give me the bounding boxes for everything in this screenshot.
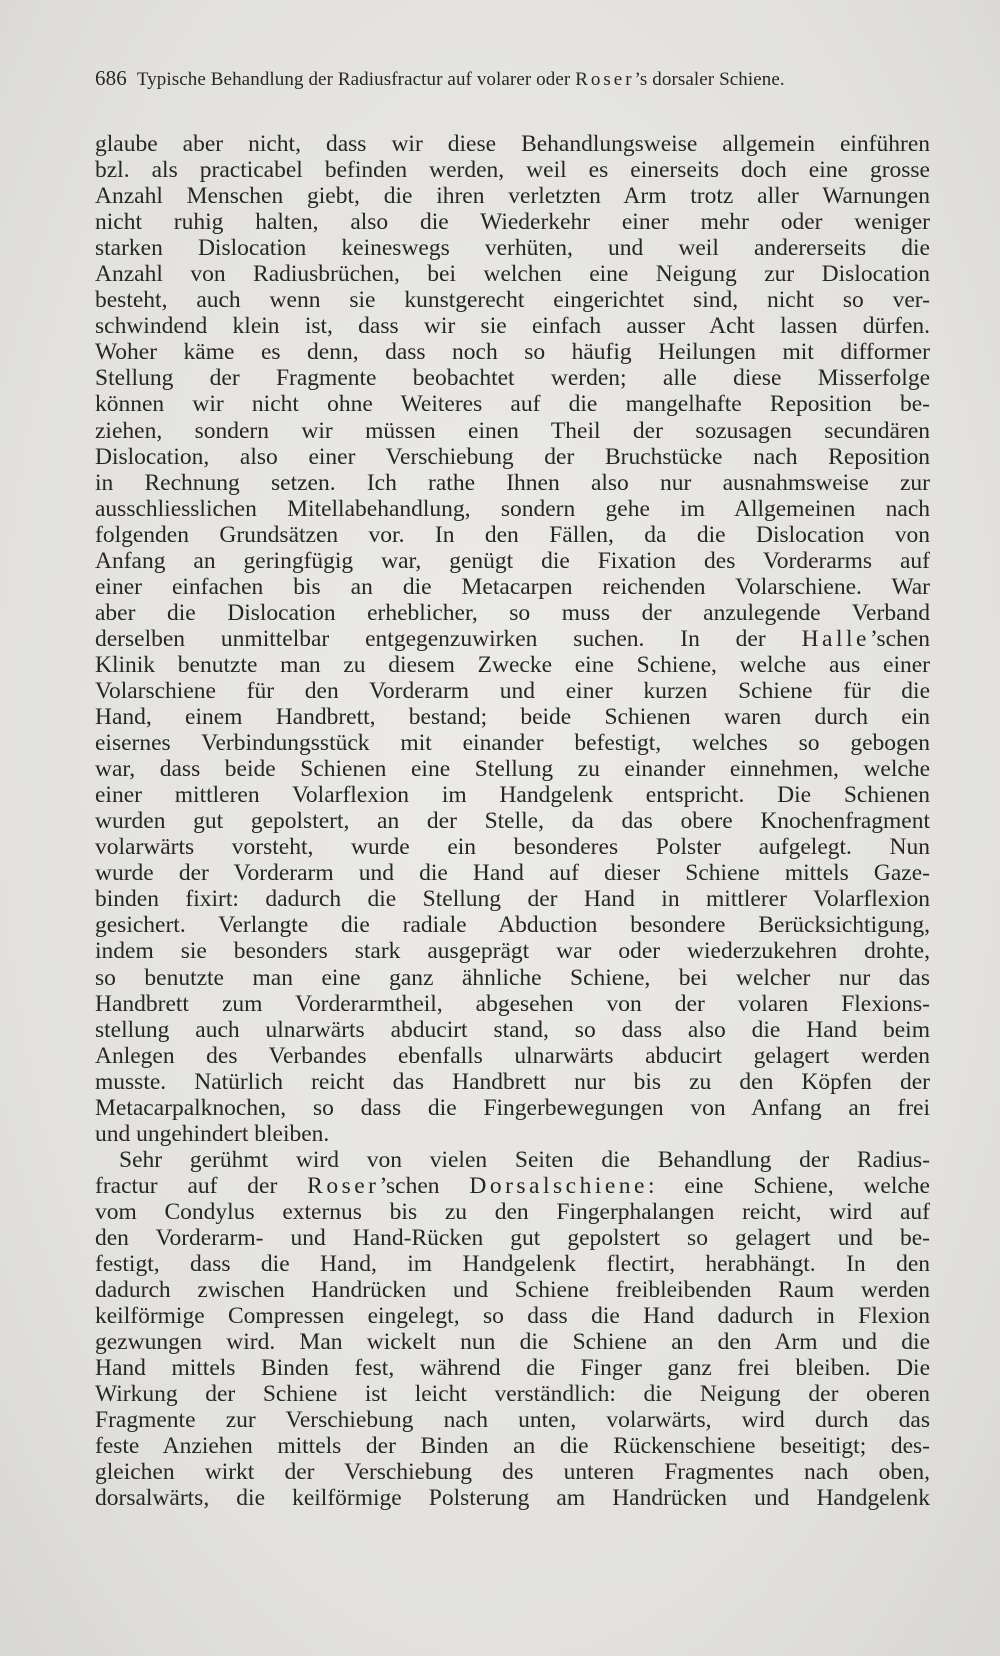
text-line: stellung auch ulnarwärts abducirt stand, so dass also die Hand beim [95,1016,930,1043]
text-fragment: fractur auf der [95,1172,308,1199]
text-line: gezwungen wird. Man wickelt nun die Schiene an den Arm und die [95,1329,930,1356]
header-author-name: Roser [575,69,635,90]
text-line: Metacarpalknochen, so dass die Fingerbewegungen von Anfang an frei [95,1094,930,1121]
header-title-part: ’s dorsaler Schiene. [634,69,785,90]
text-line: können wir nicht ohne Weiteres auf die mangelhafte Reposition be- [95,391,930,418]
text-line: Volarschiene für den Vorderarm und einer kurzen Schiene für die [95,677,930,704]
text-line: Hand, einem Handbrett, bestand; beide Schienen waren durch ein [95,704,930,731]
text-line: glaube aber nicht, dass wir diese Behandlungsweise allgemein einführen [95,131,930,157]
text-line: gleichen wirkt der Verschiebung des unteren Fragmentes nach oben, [95,1459,930,1486]
text-line: keilförmige Compressen eingelegt, so dass die Hand dadurch in Flexion [95,1303,930,1330]
paragraph-end-line: und ungehindert bleiben. [95,1120,330,1147]
text-line: bzl. als practicabel befinden werden, weil es einerseits doch eine grosse [95,157,930,184]
text-line: folgenden Grundsätzen vor. In den Fällen, da die Dislocation von [95,521,930,548]
text-line: eisernes Verbindungsstück mit einander befestigt, welches so gebogen [95,730,930,757]
text-line: festigt, dass die Hand, im Handgelenk flectirt, herabhängt. In den [95,1251,930,1278]
text-fragment: derselben unmittelbar entgegenzuwirken suchen. In der [95,625,802,652]
text-line: wurden gut gepolstert, an der Stelle, da das obere Knochenfragment [95,808,930,835]
text-line: Klinik benutzte man zu diesem Zwecke eine Schiene, welche aus einer [95,651,930,678]
text-line: dorsalwärts, die keilförmige Polsterung am Handrücken und Handgelenk [95,1485,930,1512]
text-line: indem sie besonders stark ausgeprägt war oder wiederzukehren drohte, [95,938,930,965]
text-line: musste. Natürlich reicht das Handbrett nur bis zu den Köpfen der [95,1068,930,1095]
text-line: ziehen, sondern wir müssen einen Theil der sozusagen secundären [95,417,930,444]
text-line: einer mittleren Volarflexion im Handgelenk entspricht. Die Schienen [95,782,930,809]
text-line-roser [95,1173,930,1199]
text-line: Anlegen des Verbandes ebenfalls ulnarwärts abducirt gelagert werden [95,1042,930,1069]
text-line: Anfang an geringfügig war, genügt die Fixation des Vorderarms auf [95,547,930,574]
text-line: Anzahl Menschen giebt, die ihren verletzten Arm trotz aller Warnungen [95,183,930,210]
text-line: feste Anziehen mittels der Binden an die Rückenschiene beseitigt; des- [95,1433,930,1460]
text-fragment: : eine Schiene, welche [647,1172,930,1199]
text-line: starken Dislocation keineswegs verhüten, und weil andererseits die [95,235,930,262]
text-line: dadurch zwischen Handrücken und Schiene freibleibenden Raum werden [95,1277,930,1304]
person-name: Halle [801,625,870,652]
text-line-halle [95,626,930,652]
text-line: Anzahl von Radiusbrüchen, bei welchen eine Neigung zur Dislocation [95,261,930,288]
text-line: Woher käme es denn, dass noch so häufig Heilungen mit difformer [95,339,930,366]
text-line: binden fixirt: dadurch die Stellung der Hand in mittlerer Volarflexion [95,886,930,913]
text-line: Handbrett zum Vorderarmtheil, abgesehen von der volaren Flexions- [95,990,930,1017]
paragraph-start-line: Sehr gerühmt wird von vielen Seiten die Behandlung der Radius- [119,1146,930,1173]
emphasized-term: Dorsalschiene [469,1172,648,1199]
running-header [95,66,940,91]
text-line: Wirkung der Schiene ist leicht verständlich: die Neigung der oberen [95,1381,930,1408]
text-fragment: ’schen [869,625,930,652]
text-line: den Vorderarm- und Hand-Rücken gut gepolstert so gelagert und be- [95,1224,930,1251]
text-line: aber die Dislocation erheblicher, so muss der anzulegende Verband [95,599,930,626]
text-line: in Rechnung setzen. Ich rathe Ihnen also nur ausnahmsweise zur [95,469,930,496]
text-line: Stellung der Fragmente beobachtet werden; alle diese Misserfolge [95,365,930,392]
text-line: besteht, auch wenn sie kunstgerecht eingerichtet sind, nicht so ver- [95,287,930,314]
page-number: 686 [95,66,127,90]
text-line: Fragmente zur Verschiebung nach unten, volarwärts, wird durch das [95,1407,930,1434]
text-line: volarwärts vorsteht, wurde ein besonderes Polster aufgelegt. Nun [95,834,930,861]
text-line: wurde der Vorderarm und die Hand auf dieser Schiene mittels Gaze- [95,860,930,887]
text-line: so benutzte man eine ganz ähnliche Schiene, bei welcher nur das [95,964,930,991]
person-name: Roser [307,1172,380,1199]
text-line: Hand mittels Binden fest, während die Finger ganz frei bleiben. Die [95,1355,930,1382]
text-line: war, dass beide Schienen eine Stellung zu einander einnehmen, welche [95,756,930,783]
body-text [95,131,930,1511]
text-line: einer einfachen bis an die Metacarpen reichenden Volarschiene. War [95,573,930,600]
text-line: gesichert. Verlangte die radiale Abduction besondere Berücksichtigung, [95,912,930,939]
text-line: nicht ruhig halten, also die Wiederkehr einer mehr oder weniger [95,209,930,236]
text-line: vom Condylus externus bis zu den Fingerphalangen reicht, wird auf [95,1198,930,1225]
text-line: schwindend klein ist, dass wir sie einfach ausser Acht lassen dürfen. [95,313,930,340]
header-title-part: Typische Behandlung der Radiusfractur auf volarer oder [136,69,576,90]
text-line: Dislocation, also einer Verschiebung der Bruchstücke nach Reposition [95,443,930,470]
text-line: ausschliesslichen Mitellabehandlung, sondern gehe im Allgemeinen nach [95,495,930,522]
text-fragment: ’schen [379,1172,470,1199]
